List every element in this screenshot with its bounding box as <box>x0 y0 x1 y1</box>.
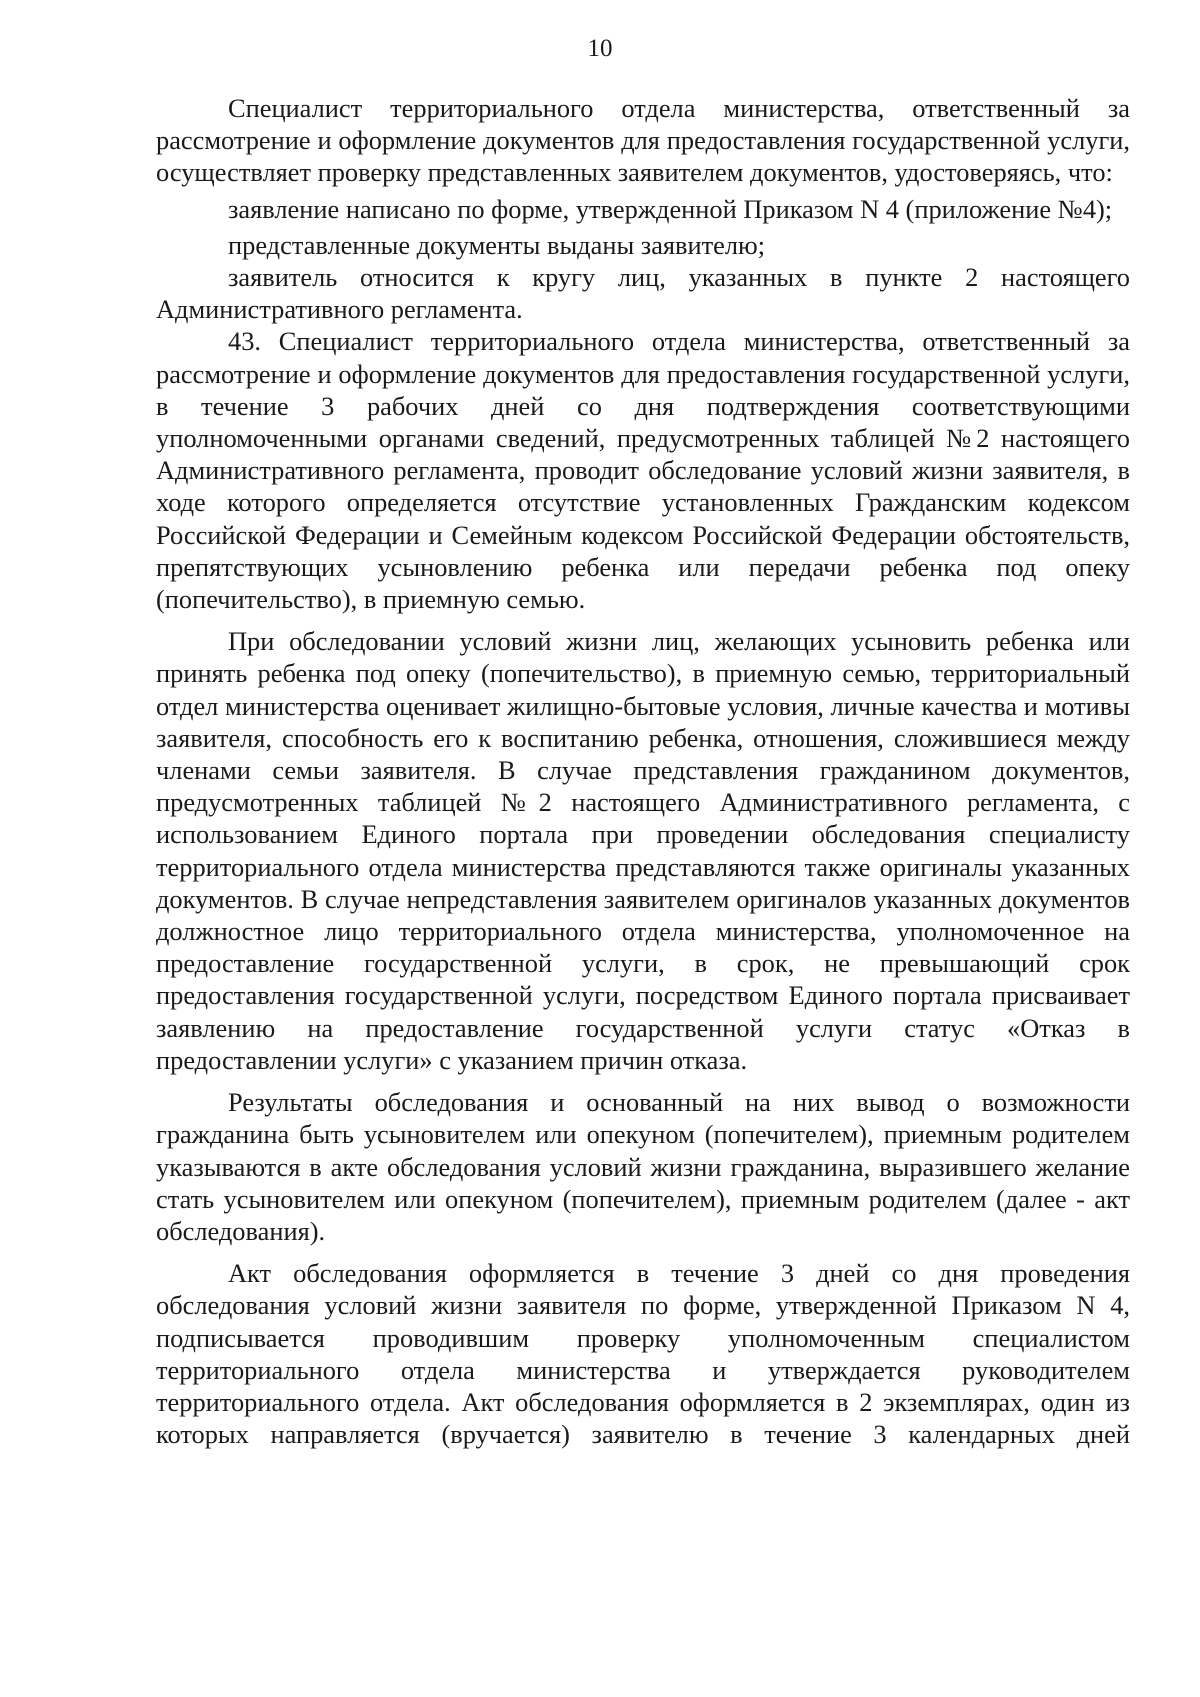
paragraph-examination-act: Акт обследования оформляется в течение 3 дней со дня проведения обследования условий жизни заявителя по форме, утвержденной Приказом N 4, подписывается проводившим проверку уполномоченным специалистом территориального отдела министерства и утверждается руководителем территориального отдела. Акт обследования оформляется в 2 экземплярах, один из которых направляется (вручается) заявителю в течение 3 календарных дней <box>156 1258 1130 1450</box>
paragraph-application-form: заявление написано по форме, утвержденной Приказом N 4 (приложение №4); <box>228 193 1113 224</box>
paragraph-examination-results: Результаты обследования и основанный на них вывод о возможности гражданина быть усыновителем или опекуном (попечителем), приемным родителем указываются в акте обследования условий жизни гражданина, выразившего желание стать усыновителем или опекуном (попечителем), приемным родителем (далее - акт обследования). <box>156 1087 1130 1246</box>
paragraph-living-conditions: При обследовании условий жизни лиц, желающих усыновить ребенка или принять ребенка под опеку (попечительство), в приемную семью, территориальный отдел министерства оценивает жилищно-бытовые условия, личные качества и мотивы заявителя, способность его к воспитанию ребенка, отношения, сложившиеся между членами семьи заявителя. В случае представления гражданином документов, предусмотренных таблицей №2 настоящего Административного регламента, с использованием Единого портала при проведении обследования специалисту территориального отдела министерства представляются также оригиналы указанных документов. В случае непредставления заявителем оригиналов указанных документов должностное лицо территориального отдела министерства, уполномоченное на предоставление государственной услуги, в срок, не превышающий срок предоставления государственной услуги, посредством Единого портала присваивает заявлению на предоставление государственной услуги статус «Отказ в предоставлении услуги» с указанием причин отказа. <box>156 626 1130 1075</box>
paragraph-specialist-check: Специалист территориального отдела министерства, ответственный за рассмотрение и оформление документов для предоставления государственной услуги, осуществляет проверку представленных заявителем документов, удостоверяясь, что: <box>156 93 1130 188</box>
paragraph-item-43: 43. Специалист территориального отдела министерства, ответственный за рассмотрение и оформление документов для предоставления государственной услуги, в течение 3 рабочих дней со дня подтверждения соответствующими уполномоченными органами сведений, предусмотренных таблицей №2 настоящего Административного регламента, проводит обследование условий жизни заявителя, в ходе которого определяется отсутствие установленных Гражданским кодексом Российской Федерации и Семейным кодексом Российской Федерации обстоятельств, препятствующих усыновлению ребенка или передачи ребенка под опеку (попечительство), в приемную семью. <box>156 326 1130 615</box>
document-body <box>156 92 1130 1450</box>
page-number: 10 <box>587 35 613 62</box>
paragraph-documents-issued: представленные документы выданы заявителю; <box>228 229 766 260</box>
paragraph-applicant-category: заявитель относится к кругу лиц, указанных в пункте 2 настоящего Административного регламента. <box>156 262 1130 325</box>
